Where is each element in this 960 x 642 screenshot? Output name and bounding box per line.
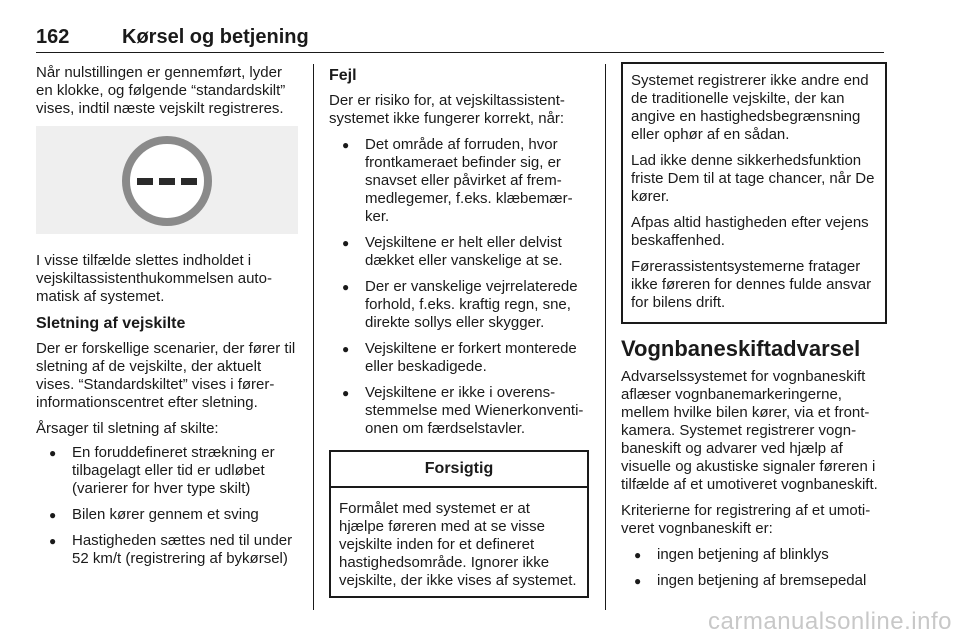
list-item: ● Det område af forruden, hvor frontkameraet befinder sig, er snavset eller påvirket af fremmedlegemer, f.eks. klæbemærker. [329,136,589,226]
paragraph: Der er risiko for, at vejskiltassistentsystemet ikke fungerer korrekt, når: [329,92,565,127]
chapter-title: Kørsel og betjening [122,26,309,48]
list-item: ● Hastigheden sættes ned til under 52 km/t (registrering af bykørsel) [36,532,300,568]
section-heading: Fejl [329,67,357,84]
intro-paragraph: Når nulstillingen er gennemført, lyder en klokke, og følgende “standardskilt” vises, indtil næste vejskilt registreres. [36,64,286,117]
paragraph: Advarselssystemet for vognbaneskift aflæser vognbanemarkeringerne, mellem hvilke bilen kører, via et frontkamera. Systemet registrerer vognbaneskift og advarer ved hjælp af visuelle og akustiske signaler føreren i tilfælde af et umotiveret vognbaneskift. [621,368,878,493]
list-item: ● ingen betjening af blinklys [621,546,887,564]
list-item: ● Vejskiltene er forkert monterede eller beskadigede. [329,340,589,376]
paragraph: Lad ikke denne sikkerhedsfunktion friste Dem til at tage chancer, når De kører. [631,152,875,205]
bullet-list [329,136,589,438]
column-divider [605,64,606,610]
standard-sign-icon [120,134,214,228]
caution-text: Formålet med systemet er at hjælpe føreren med at se visse vejskilte inden for et defineret hastighedsområde. Ignorer ikke vejskilte, der ikke vises af systemet. [339,500,577,589]
caution-box [329,450,589,598]
page-number: 162 [36,26,70,48]
paragraph: Kriterierne for registrering af et umotiveret vognbaneskift er: [621,502,871,537]
paragraph: Årsager til sletning af skilte: [36,420,219,437]
watermark: carmanualsonline.info [708,608,952,635]
column-middle [329,64,589,598]
paragraph: Der er forskellige scenarier, der fører til sletning af de vejskilte, der aktuelt vises. “Standardskiltet” vises i førerinformationscentret efter sletning. [36,340,296,411]
paragraph: I visse tilfælde slettes indholdet i vejskiltassistenthukommelsen automatisk af systemet. [36,252,272,305]
list-item: ● ingen betjening af bremsepedal [621,572,887,590]
section-heading: Vognbaneskiftadvarsel [621,336,861,361]
list-item: ● Der er vanskelige vejrrelaterede forhold, f.eks. kraftig regn, sne, direkte sollys eller skygger. [329,278,589,332]
caution-box-continued [621,62,887,324]
bullet-list [621,546,887,590]
section-heading: Sletning af vejskilte [36,315,186,332]
column-left [36,64,300,576]
column-right [621,64,887,598]
column-divider [313,64,314,610]
bullet-list [36,444,300,568]
page-header [36,26,884,53]
standard-sign-figure [36,126,298,234]
paragraph: Afpas altid hastigheden efter vejens beskaffenhed. [631,214,869,249]
caution-title: Forsigtig [331,452,587,488]
paragraph: Førerassistentsystemerne fratager ikke føreren for dennes fulde ansvar for bilens drift. [631,258,872,311]
list-item: ● Vejskiltene er helt eller delvist dækket eller vanskelige at se. [329,234,589,270]
list-item: ● Bilen kører gennem et sving [36,506,300,524]
list-item: ● Vejskiltene er ikke i overensstemmelse med Wienerkonventionen om færdselstavler. [329,384,589,438]
list-item: ● En foruddefineret strækning er tilbagelagt eller tid er udløbet (varierer for hver type skilt) [36,444,300,498]
paragraph: Systemet registrerer ikke andre end de traditionelle vejskilte, der kan angive en hastighedsbegrænsning eller ophør af en sådan. [631,72,869,143]
